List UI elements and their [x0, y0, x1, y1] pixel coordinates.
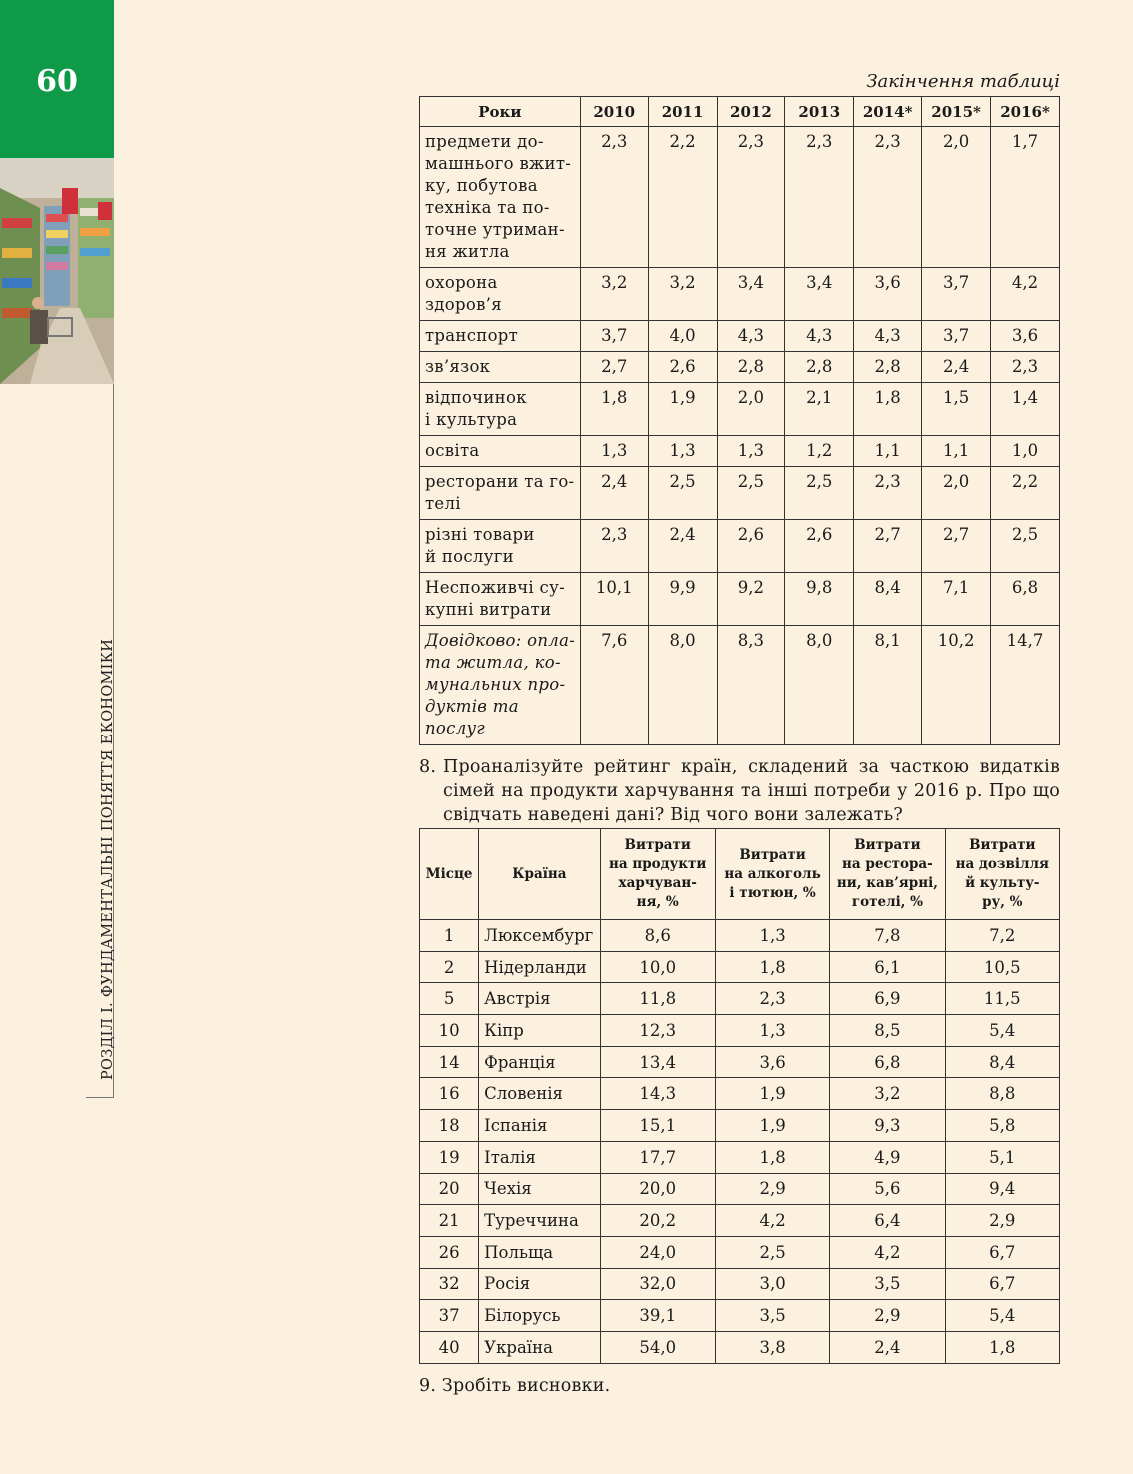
country-cell: Франція: [479, 1046, 600, 1078]
table-cell: 6,4: [830, 1205, 945, 1237]
table-cell: 1,8: [715, 1141, 829, 1173]
table-cell: 39,1: [600, 1300, 715, 1332]
table-row: [420, 573, 1060, 626]
table-cell: 5,4: [945, 1015, 1059, 1047]
table-cell: 1,9: [715, 1078, 829, 1110]
table-cell: 6,8: [991, 573, 1060, 626]
header-year: 2011: [648, 97, 717, 127]
table-row: [420, 383, 1060, 436]
table-cell: 2,4: [922, 352, 991, 383]
table-row: [420, 920, 1060, 952]
country-cell: Австрія: [479, 983, 600, 1015]
table-cell: 12,3: [600, 1015, 715, 1047]
table-cell: 24,0: [600, 1236, 715, 1268]
header-year: 2014*: [854, 97, 922, 127]
table-cell: 1,3: [580, 436, 648, 467]
table-cell: 5,6: [830, 1173, 945, 1205]
table-cell: 1,3: [648, 436, 717, 467]
country-cell: Словенія: [479, 1078, 600, 1110]
table-cell: 8,4: [945, 1046, 1059, 1078]
row-label: Неспоживчі су- купні витрати: [420, 573, 581, 626]
table-cell: 9,2: [717, 573, 785, 626]
table-cell: 1,8: [580, 383, 648, 436]
section-divider-foot: [86, 1097, 114, 1098]
header-restaurants: Витрати на ресторa- ни, кав’ярні, готелі, %: [830, 829, 945, 920]
row-label: Довідково: опла- та житла, ко- мунальних про- дуктів та послуг: [420, 626, 581, 745]
supermarket-photo: [0, 158, 114, 384]
country-cell: Нідерланди: [479, 951, 600, 983]
row-label: різні товари й послуги: [420, 520, 581, 573]
table-row: [420, 520, 1060, 573]
table-cell: 1,7: [991, 127, 1060, 268]
table-cell: 20,2: [600, 1205, 715, 1237]
header-year: 2012: [717, 97, 785, 127]
table-cell: 3,4: [785, 268, 854, 321]
country-cell: Росія: [479, 1268, 600, 1300]
table-cell: 2,6: [717, 520, 785, 573]
row-label: ресторани та го- телі: [420, 467, 581, 520]
table-row: [420, 352, 1060, 383]
table-row: [420, 467, 1060, 520]
rank-cell: 16: [420, 1078, 479, 1110]
table-cell: 9,8: [785, 573, 854, 626]
table-row: [420, 626, 1060, 745]
table-cell: 4,2: [830, 1236, 945, 1268]
table-cell: 54,0: [600, 1331, 715, 1363]
table-cell: 2,3: [580, 520, 648, 573]
header-country: Країна: [479, 829, 600, 920]
table-row: [420, 1015, 1060, 1047]
table-cell: 13,4: [600, 1046, 715, 1078]
table-cell: 3,6: [715, 1046, 829, 1078]
rank-cell: 2: [420, 951, 479, 983]
table-cell: 11,5: [945, 983, 1059, 1015]
table-cell: 1,8: [945, 1331, 1059, 1363]
country-cell: Люксембург: [479, 920, 600, 952]
table-cell: 2,5: [648, 467, 717, 520]
table-cell: 2,4: [648, 520, 717, 573]
table-cell: 5,4: [945, 1300, 1059, 1332]
table-cell: 1,3: [715, 1015, 829, 1047]
table-row: [420, 1046, 1060, 1078]
rank-cell: 14: [420, 1046, 479, 1078]
table-row: [420, 127, 1060, 268]
table-cell: 14,3: [600, 1078, 715, 1110]
header-leisure: Витрати на дозвілля й культу- ру, %: [945, 829, 1059, 920]
country-cell: Італія: [479, 1141, 600, 1173]
table-row: [420, 1300, 1060, 1332]
table-cell: 8,1: [854, 626, 922, 745]
table-cell: 3,8: [715, 1331, 829, 1363]
table-cell: 3,6: [991, 321, 1060, 352]
table-cell: 3,2: [648, 268, 717, 321]
table-cell: 9,4: [945, 1173, 1059, 1205]
table-row: [420, 268, 1060, 321]
table-cell: 20,0: [600, 1173, 715, 1205]
table-row: [420, 321, 1060, 352]
table-cell: 2,8: [785, 352, 854, 383]
table-cell: 8,8: [945, 1078, 1059, 1110]
table-cell: 8,6: [600, 920, 715, 952]
table-cell: 2,3: [715, 983, 829, 1015]
task-number: 8.: [419, 757, 437, 777]
country-cell: Туреччина: [479, 1205, 600, 1237]
table-cell: 8,0: [648, 626, 717, 745]
table-cell: 10,2: [922, 626, 991, 745]
table-cell: 10,1: [580, 573, 648, 626]
row-label: предмети до- машнього вжит- ку, побутова техніка та по- точне утриман- ня житла: [420, 127, 581, 268]
table-cell: 2,7: [922, 520, 991, 573]
rank-cell: 26: [420, 1236, 479, 1268]
header-year: 2015*: [922, 97, 991, 127]
table-cell: 6,7: [945, 1236, 1059, 1268]
rank-cell: 20: [420, 1173, 479, 1205]
country-cell: Чехія: [479, 1173, 600, 1205]
country-cell: Іспанія: [479, 1110, 600, 1142]
table-cell: 1,9: [648, 383, 717, 436]
country-cell: Білорусь: [479, 1300, 600, 1332]
table-cell: 2,5: [715, 1236, 829, 1268]
table-cell: 6,8: [830, 1046, 945, 1078]
table-cell: 2,6: [785, 520, 854, 573]
header-years: Роки: [420, 97, 581, 127]
row-label: охорона здоров’я: [420, 268, 581, 321]
table-cell: 17,7: [600, 1141, 715, 1173]
table-cell: 10,5: [945, 951, 1059, 983]
table-row: [420, 983, 1060, 1015]
header-place: Місце: [420, 829, 479, 920]
table-cell: 8,0: [785, 626, 854, 745]
table-cell: 4,9: [830, 1141, 945, 1173]
table-cell: 4,3: [854, 321, 922, 352]
table-cell: 1,8: [854, 383, 922, 436]
table-cell: 3,2: [580, 268, 648, 321]
header-food: Витрати на продукти харчуван- ня, %: [600, 829, 715, 920]
table-cell: 7,1: [922, 573, 991, 626]
table-cell: 8,3: [717, 626, 785, 745]
table-cell: 2,8: [854, 352, 922, 383]
table-cell: 1,9: [715, 1110, 829, 1142]
table-cell: 8,5: [830, 1015, 945, 1047]
table-cell: 3,7: [922, 268, 991, 321]
table-row: [420, 1141, 1060, 1173]
rank-cell: 1: [420, 920, 479, 952]
country-cell: Кіпр: [479, 1015, 600, 1047]
table-cell: 3,6: [854, 268, 922, 321]
table-row: [420, 1110, 1060, 1142]
table-cell: 8,4: [854, 573, 922, 626]
rank-cell: 21: [420, 1205, 479, 1237]
row-label: освіта: [420, 436, 581, 467]
table-cell: 1,4: [991, 383, 1060, 436]
table-cell: 3,2: [830, 1078, 945, 1110]
table-cell: 2,5: [717, 467, 785, 520]
rank-cell: 40: [420, 1331, 479, 1363]
table-cell: 2,4: [830, 1331, 945, 1363]
task-8: [419, 755, 1060, 827]
rank-cell: 32: [420, 1268, 479, 1300]
table-cell: 2,0: [922, 127, 991, 268]
task-text: Проаналізуйте рейтинг країн, складений за часткою видатків сімей на продукти харчування та інші потреби у 2016 р. Про що свідчать наведені дані? Від чого вони залежать?: [443, 757, 1060, 825]
row-label: відпочинок і культура: [420, 383, 581, 436]
table-cell: 2,5: [991, 520, 1060, 573]
table-cell: 7,2: [945, 920, 1059, 952]
table-cell: 3,4: [717, 268, 785, 321]
table-cell: 1,1: [854, 436, 922, 467]
table-cell: 4,2: [715, 1205, 829, 1237]
table-continuation-caption: Закінчення таблиці: [866, 71, 1060, 92]
table-cell: 1,0: [991, 436, 1060, 467]
table-cell: 3,0: [715, 1268, 829, 1300]
table-row: [420, 1205, 1060, 1237]
table-cell: 2,3: [580, 127, 648, 268]
rank-cell: 18: [420, 1110, 479, 1142]
table-header-row: [420, 829, 1060, 920]
table-cell: 2,5: [785, 467, 854, 520]
section-title: РОЗДІЛ І. ФУНДАМЕНТАЛЬНІ ПОНЯТТЯ ЕКОНОМІКИ: [100, 638, 116, 1080]
page-number: 60: [36, 64, 78, 99]
rank-cell: 19: [420, 1141, 479, 1173]
table-cell: 4,2: [991, 268, 1060, 321]
table-cell: 2,2: [991, 467, 1060, 520]
rank-cell: 10: [420, 1015, 479, 1047]
table-cell: 2,3: [854, 127, 922, 268]
table-cell: 2,0: [717, 383, 785, 436]
table-row: [420, 1173, 1060, 1205]
table-cell: 6,1: [830, 951, 945, 983]
table-cell: 2,1: [785, 383, 854, 436]
table-cell: 2,0: [922, 467, 991, 520]
table-row: [420, 951, 1060, 983]
header-year: 2013: [785, 97, 854, 127]
table-cell: 9,9: [648, 573, 717, 626]
rank-cell: 37: [420, 1300, 479, 1332]
table-cell: 2,9: [945, 1205, 1059, 1237]
table-cell: 2,7: [580, 352, 648, 383]
header-year: 2010: [580, 97, 648, 127]
table-cell: 10,0: [600, 951, 715, 983]
table-cell: 1,3: [715, 920, 829, 952]
table-cell: 14,7: [991, 626, 1060, 745]
table-cell: 15,1: [600, 1110, 715, 1142]
table-cell: 3,7: [922, 321, 991, 352]
table-cell: 6,7: [945, 1268, 1059, 1300]
row-label: зв’язок: [420, 352, 581, 383]
table-cell: 2,3: [785, 127, 854, 268]
task-9: 9. Зробіть висновки.: [419, 1376, 611, 1396]
table-cell: 3,7: [580, 321, 648, 352]
table-cell: 1,5: [922, 383, 991, 436]
supermarket-illustration: [0, 158, 114, 384]
table-cell: 7,8: [830, 920, 945, 952]
table-cell: 9,3: [830, 1110, 945, 1142]
rank-cell: 5: [420, 983, 479, 1015]
table-cell: 2,3: [991, 352, 1060, 383]
table-cell: 7,6: [580, 626, 648, 745]
expenditure-structure-table: [419, 96, 1060, 745]
table-cell: 2,8: [717, 352, 785, 383]
table-cell: 2,7: [854, 520, 922, 573]
table-cell: 2,3: [854, 467, 922, 520]
table-cell: 2,9: [715, 1173, 829, 1205]
table-cell: 1,8: [715, 951, 829, 983]
table-cell: 4,3: [785, 321, 854, 352]
table-cell: 2,6: [648, 352, 717, 383]
table-header-row: [420, 97, 1060, 127]
country-cell: Польща: [479, 1236, 600, 1268]
table-cell: 1,1: [922, 436, 991, 467]
table-cell: 5,8: [945, 1110, 1059, 1142]
header-year: 2016*: [991, 97, 1060, 127]
header-alcohol-tobacco: Витрати на алкоголь і тютюн, %: [715, 829, 829, 920]
table-cell: 6,9: [830, 983, 945, 1015]
table-cell: 2,3: [717, 127, 785, 268]
table-row: [420, 1331, 1060, 1363]
country-cell: Україна: [479, 1331, 600, 1363]
table-row: [420, 1078, 1060, 1110]
table-cell: 2,4: [580, 467, 648, 520]
table-cell: 1,2: [785, 436, 854, 467]
country-rating-table: [419, 828, 1060, 1364]
table-cell: 2,9: [830, 1300, 945, 1332]
table-cell: 3,5: [830, 1268, 945, 1300]
table-cell: 4,0: [648, 321, 717, 352]
table-row: [420, 1236, 1060, 1268]
table-cell: 2,2: [648, 127, 717, 268]
table-row: [420, 1268, 1060, 1300]
table-cell: 5,1: [945, 1141, 1059, 1173]
row-label: транспорт: [420, 321, 581, 352]
table-row: [420, 436, 1060, 467]
table-cell: 11,8: [600, 983, 715, 1015]
table-cell: 1,3: [717, 436, 785, 467]
table-cell: 4,3: [717, 321, 785, 352]
table-cell: 3,5: [715, 1300, 829, 1332]
table-cell: 32,0: [600, 1268, 715, 1300]
